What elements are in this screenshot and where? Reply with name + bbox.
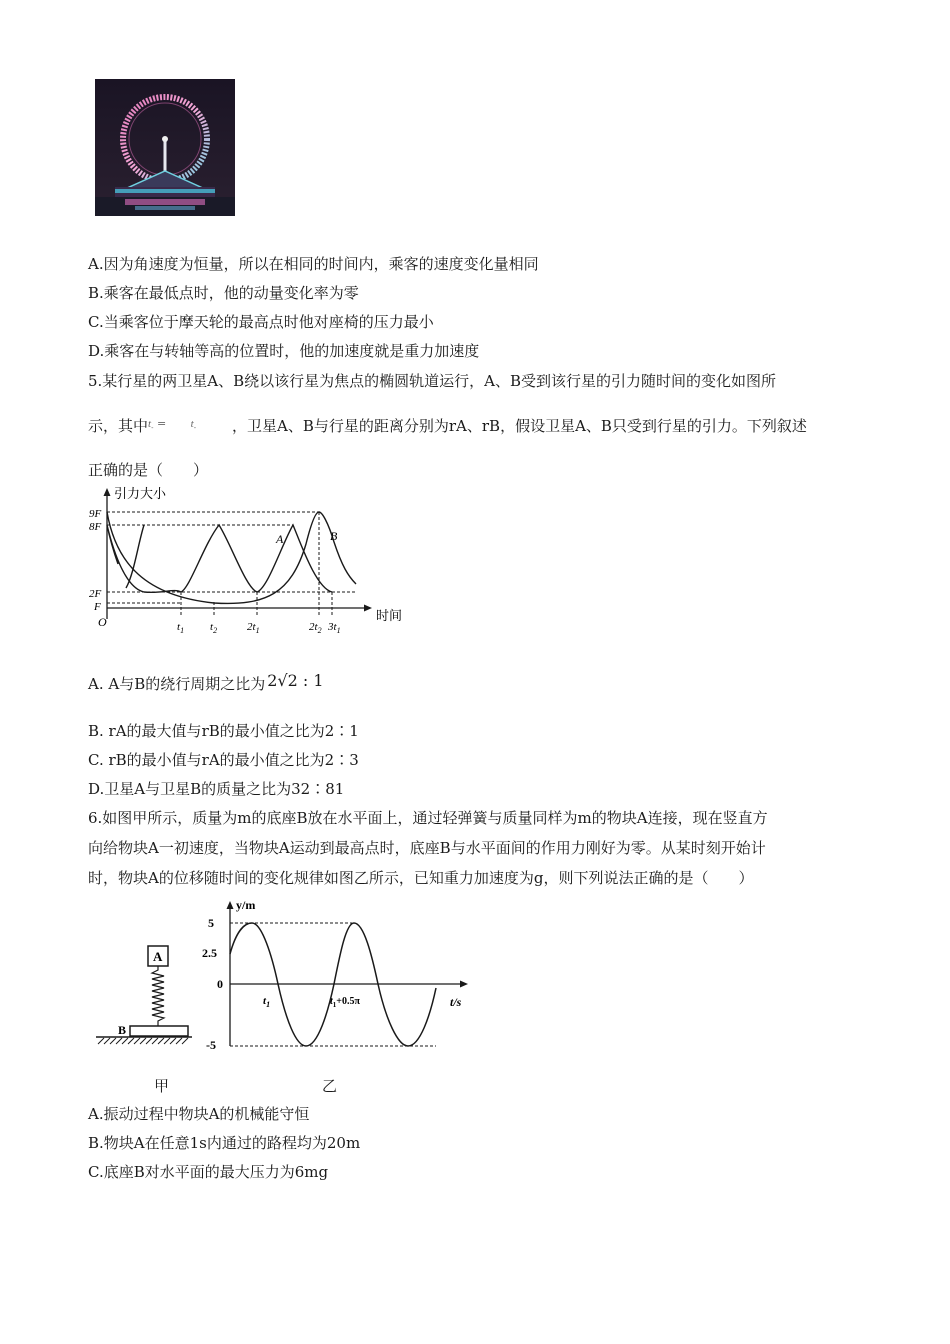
ytick-0: 0 [217, 977, 223, 991]
q4-option-a: A.因为角速度为恒量，所以在相同的时间内，乘客的速度变化量相同 [88, 255, 539, 273]
q5-option-a-math: 2√2 : 1 [267, 671, 324, 690]
q5-option-b: B. rA的最大值与rB的最小值之比为2∶1 [88, 722, 359, 740]
origin-label: O [98, 615, 107, 629]
x-axis-arrow [364, 605, 372, 612]
xtick-t2: $t_2$ [210, 621, 218, 635]
xtick-3t1: $3t_1$ [328, 621, 341, 635]
base-b [130, 1026, 188, 1036]
ground-hatch [98, 1038, 188, 1044]
ytick-2.5: 2.5 [202, 946, 217, 960]
curve-b-label: B [330, 529, 338, 543]
ytick-8f: 8F [89, 521, 102, 533]
label-yi: 乙 [322, 1077, 338, 1095]
x-axis-arrow [460, 981, 468, 988]
q4-option-c: C.当乘客位于摩天轮的最高点时他对座椅的压力最小 [88, 313, 434, 331]
base-b-label: B [118, 1023, 127, 1037]
label-jia: 甲 [154, 1077, 170, 1095]
block-a-label: A [153, 949, 163, 964]
displacement-time-chart [200, 896, 475, 1056]
y-axis-label: y/m [236, 898, 256, 912]
force-time-chart [86, 484, 416, 636]
ytick-f: F [94, 601, 101, 613]
q6-stem-line2: 向给物块A一初速度，当物块A运动到最高点时，底座B与水平面间的作用力刚好为零。从某时刻开始计 [88, 839, 766, 857]
xtick-t1: $t_1$ [263, 995, 271, 1009]
q5-option-a-text: A. A与B的绕行周期之比为 [88, 675, 266, 693]
q5-stem-line2 [88, 416, 807, 442]
ferris-wheel-photo [95, 79, 235, 216]
xtick-2t1: $2t_1$ [247, 621, 260, 635]
q4-option-b: B.乘客在最低点时，他的动量变化率为零 [88, 284, 359, 302]
q5-stem-line2-post: ，卫星A、B与行星的距离分别为rA、rB，假设卫星A、B只受到行星的引力。下列叙述 [232, 417, 807, 435]
q6-option-c: C.底座B对水平面的最大压力为6mg [88, 1163, 329, 1181]
q5-option-a [88, 671, 324, 694]
q5-option-d: D.卫星A与卫星B的质量之比为32∶81 [88, 780, 345, 798]
ytick-neg5: -5 [206, 1038, 216, 1052]
q6-option-b: B.物块A在任意1s内通过的路程均为20m [88, 1134, 361, 1152]
xtick-t1: $t_1$ [177, 621, 185, 635]
q5-stem-line1: 5.某行星的两卫星A、B绕以该行星为焦点的椭圆轨道运行，A、B受到该行星的引力随时间的变化如图所 [88, 372, 777, 390]
ytick-2f: 2F [89, 588, 102, 600]
q6-stem-line1: 6.如图甲所示，质量为m的底座B放在水平面上，通过轻弹簧与质量同样为m的物块A连接，现在竖直方 [88, 809, 768, 827]
q4-option-d: D.乘客在与转轴等高的位置时，他的加速度就是重力加速度 [88, 342, 480, 360]
y-axis-label: 引力大小 [114, 486, 167, 501]
x-axis-label: t/s [450, 995, 462, 1009]
q5-stem-line3: 正确的是（ ） [88, 461, 209, 479]
spring-block-figure [92, 940, 196, 1052]
x-axis-label: 时间 [376, 608, 403, 623]
curve-a-label: A [276, 532, 284, 546]
spring [152, 966, 164, 1026]
xtick-t1-half-pi: $t_1+0.5\pi$ [330, 996, 360, 1009]
q6-option-a: A.振动过程中物块A的机械能守恒 [88, 1105, 310, 1123]
y-axis-arrow [104, 488, 111, 496]
q5-formula: $t_-$ = $t_-$ [148, 417, 197, 433]
xtick-2t2: $2t_2$ [309, 621, 322, 635]
q6-stem-line3: 时，物块A的位移随时间的变化规律如图乙所示，已知重力加速度为g，则下列说法正确的是（ ） [88, 869, 754, 887]
curve-a [107, 525, 332, 592]
ytick-9f: 9F [89, 508, 102, 520]
ytick-5: 5 [208, 916, 214, 930]
q5-stem-line2-pre: 示，其中 [88, 417, 149, 435]
y-axis-arrow [227, 901, 234, 909]
q5-option-c: C. rB的最小值与rA的最小值之比为2∶3 [88, 751, 359, 769]
